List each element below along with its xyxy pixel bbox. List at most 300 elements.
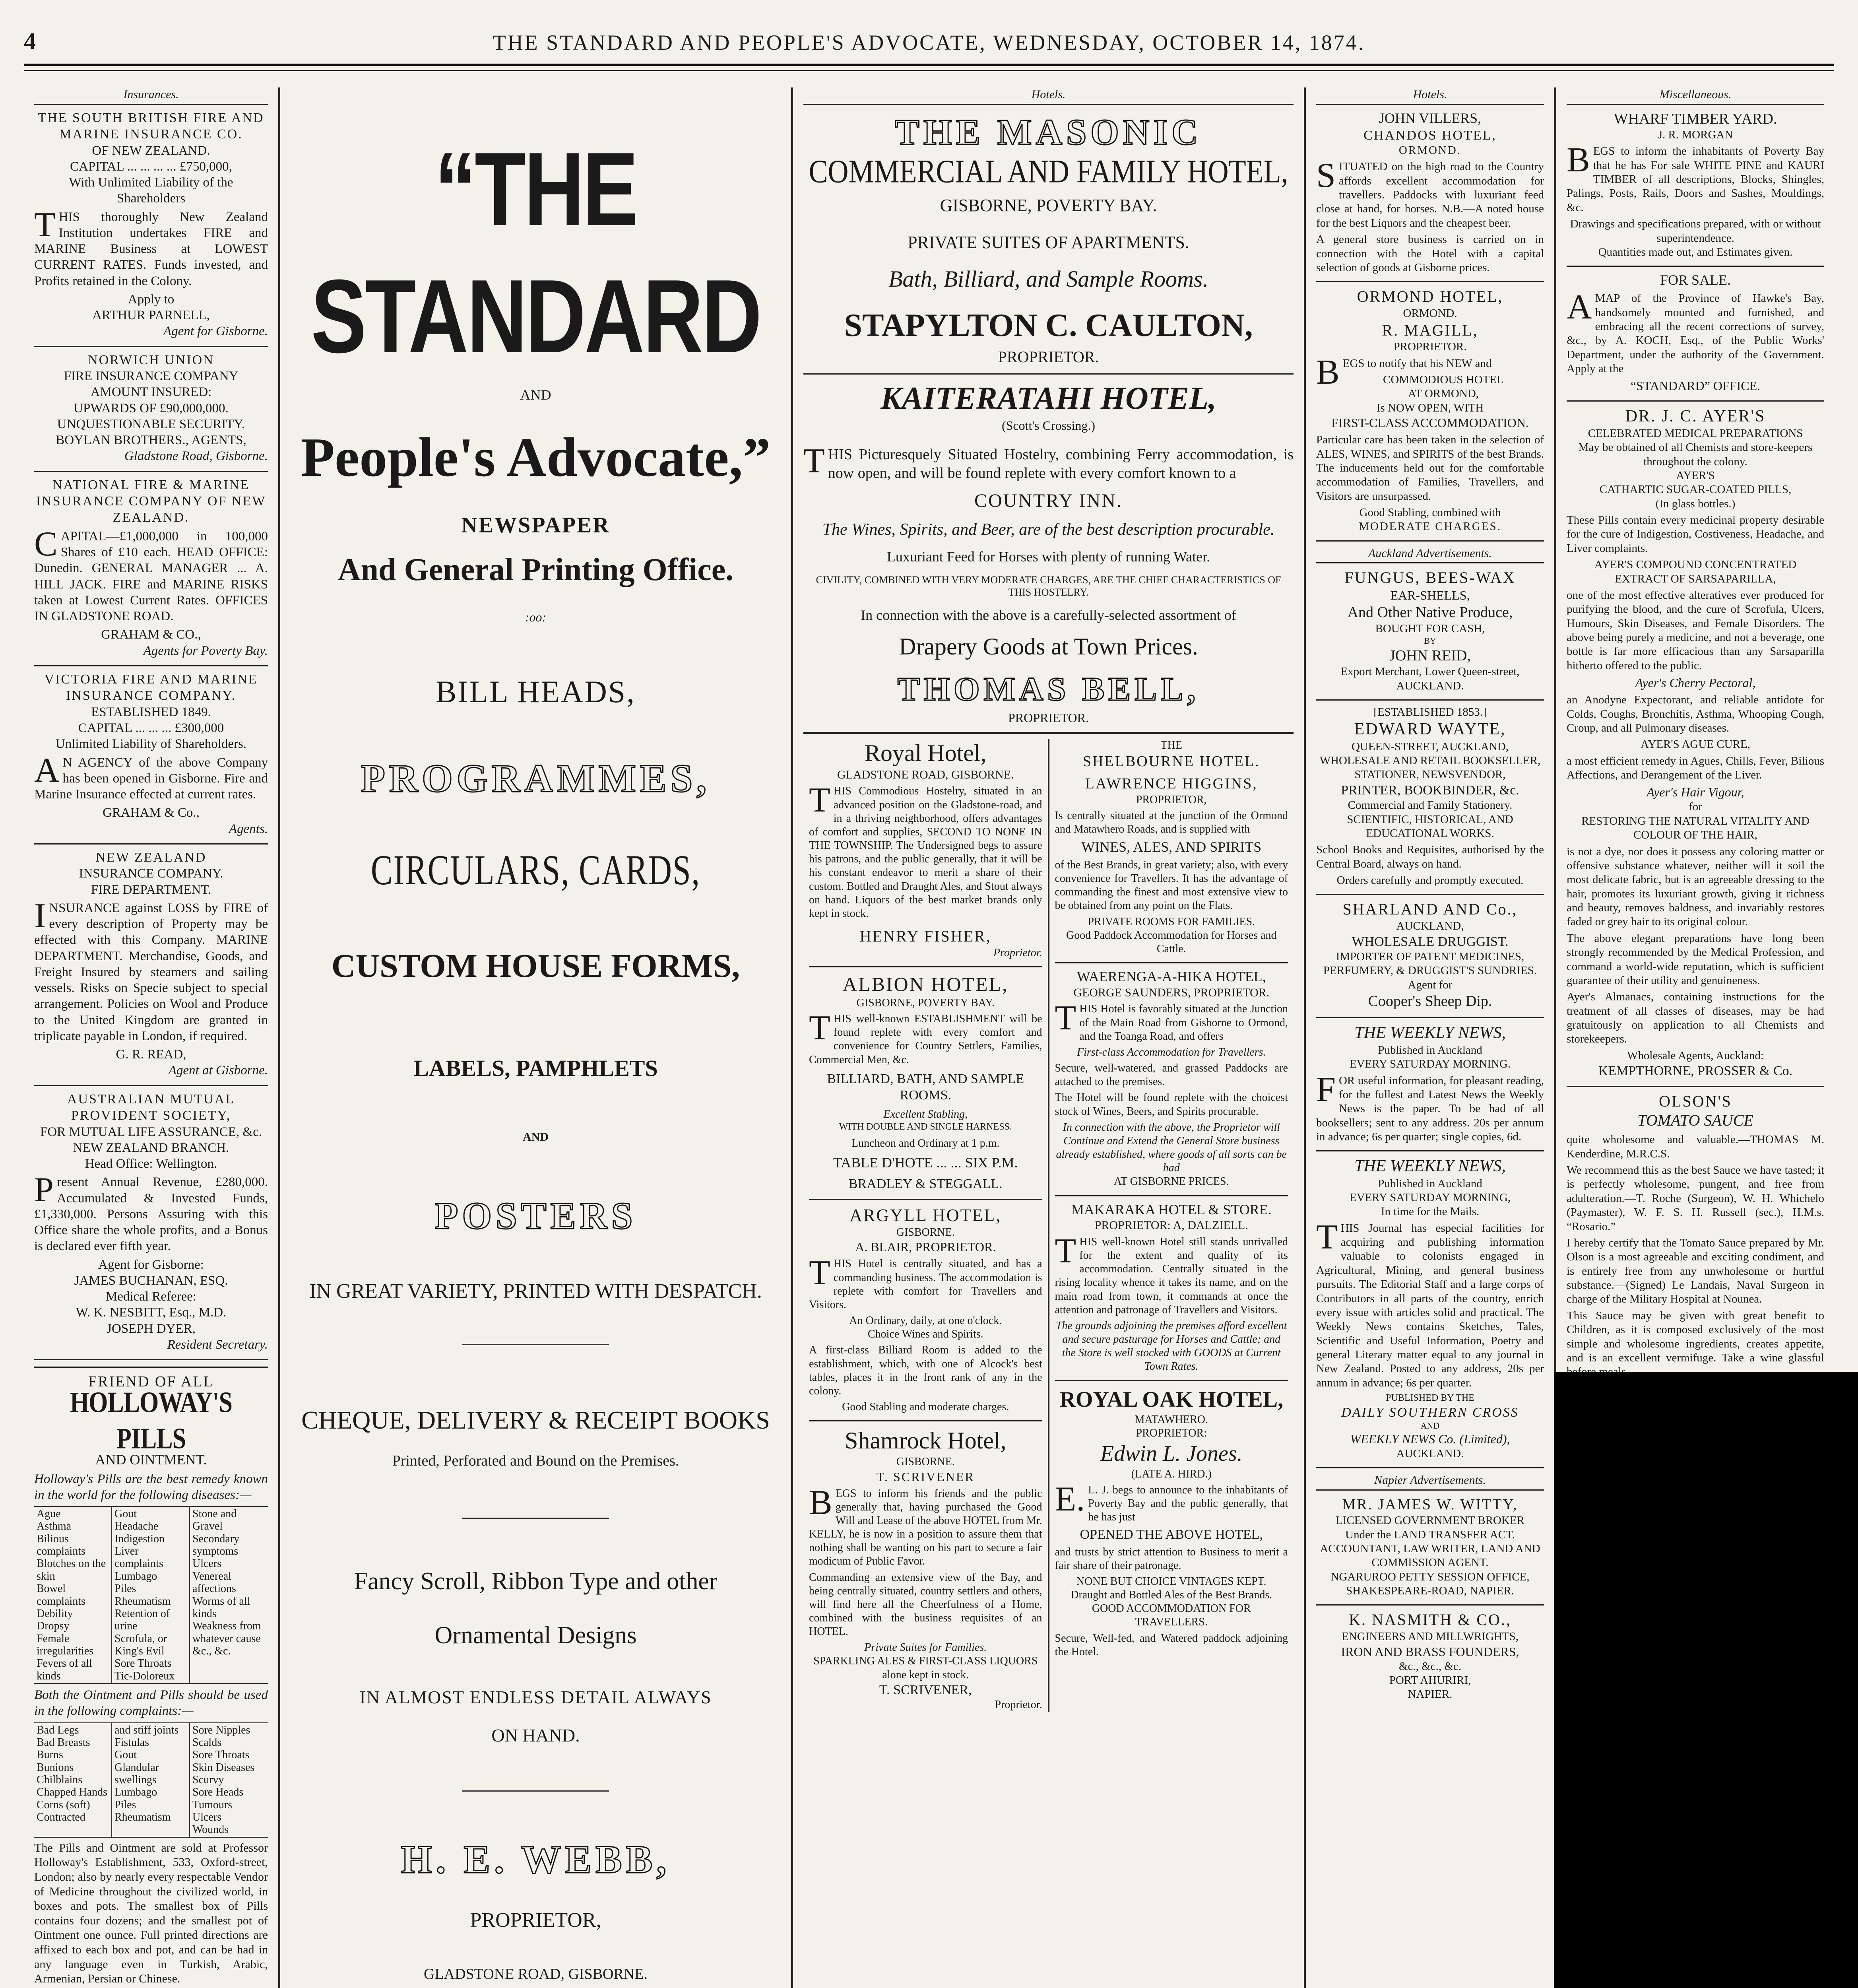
column-hotels	[793, 87, 1304, 1988]
shamrock-body: BEGS to inform his friends and the public generally that, having purchased the Good Will and Lease of the above HOTEL from Mr. KELLY, he is now in a position to assure them that nothing shall be wanting on his part to secure a fair modicum of Public Favor.	[809, 1483, 1042, 1568]
waerenga-stock: The Hotel will be found replete with the choicest stock of Wines, Beers, and Spirits procurable.	[1055, 1091, 1288, 1118]
thomas-bell: THOMAS BELL,	[897, 671, 1200, 708]
ormond-notify: BEGS to notify that his NEW and	[1316, 353, 1492, 392]
ayer-ayers: AYER'S	[1676, 469, 1715, 482]
ayer-kempthorne: KEMPTHORNE, PROSSER & Co.	[1598, 1064, 1793, 1079]
albion-signature: BRADLEY & STEGGALL.	[848, 1176, 1003, 1192]
albion-table: TABLE D'HOTE ... ... SIX P.M.	[833, 1155, 1018, 1171]
magill-name: R. MAGILL,	[1382, 321, 1478, 339]
variety-line: IN GREAT VARIETY, PRINTED WITH DESPATCH.	[309, 1280, 762, 1303]
wayte-address: QUEEN-STREET, AUCKLAND,	[1352, 740, 1509, 753]
insurance-signature-line: Agents.	[229, 821, 268, 836]
shelbourne-name: LAWRENCE HIGGINS,	[1085, 775, 1258, 792]
custom-house-line: CUSTOM HOUSE FORMS,	[331, 947, 740, 985]
perforated-line: Printed, Perforated and Bound on the Premises.	[392, 1452, 679, 1469]
list-item: Scalds	[192, 1736, 222, 1749]
insurance-heading-line: With Unlimited Liability of the Shareholders	[69, 175, 233, 206]
witty-title: MR. JAMES W. WITTY,	[1342, 1496, 1518, 1513]
printing-office-line: And General Printing Office.	[337, 552, 734, 588]
divider	[803, 104, 1294, 105]
insurance-heading-line: VICTORIA FIRE AND MARINE INSURANCE COMPANY.	[44, 672, 258, 703]
insurance-signature-line: Apply to	[128, 292, 175, 307]
divider	[809, 966, 1042, 967]
makaraka-proprietor: PROPRIETOR: A, DALZIELL.	[1094, 1219, 1248, 1232]
ayer-sarsaparilla-body: one of the most effective alteratives ever produced for purifying the blood, and the cure of Scrofula, Ulcers, Humours, Skin Diseases, and Female Disorders. The above being purely a medicine, and not a beverage, one bottle is far more efficacious than any Sarsaparilla hitherto offered to the public.	[1567, 588, 1824, 672]
divider	[1567, 266, 1824, 267]
ayer-bottles: (In glass bottles.)	[1655, 497, 1736, 510]
thomas-bell-proprietor: PROPRIETOR.	[1008, 710, 1089, 725]
divider	[34, 843, 268, 845]
ornamental-line: Ornamental Designs	[434, 1621, 637, 1649]
fancy-scroll-line: Fancy Scroll, Ribbon Type and other	[354, 1568, 718, 1595]
list-item: Ulcers	[192, 1811, 222, 1824]
disease-col-1	[34, 1507, 112, 1683]
holloway-footer: The Pills and Ointment are sold at Professor Holloway's Establishment, 533, Oxford-street, London; also by nearly every respectable Vendor of Medicine throughout the civilized world, in boxes and pots. The smallest box of Pills contains four dozens; and the smallest pot of Ointment one ounce. Full printed directions are affixed to each box and pot, and can be had in any language even in Turkish, Arabic, Armenian, Persian or Chinese.	[34, 1841, 268, 1986]
holloway-title: HOLLOWAY'S PILLS	[70, 1386, 233, 1455]
standard-title: “THE STANDARD	[311, 130, 760, 375]
waerenga-title: WAERENGA-A-HIKA HOTEL,	[1076, 968, 1266, 984]
divider	[34, 1085, 268, 1086]
list-item: Tumours	[192, 1798, 233, 1811]
ayer-restoring: RESTORING THE NATURAL VITALITY AND COLOUR OF THE HAIR,	[1581, 814, 1810, 842]
divider	[809, 1420, 1042, 1421]
insurance-heading-line: UPWARDS OF £90,000,000.	[74, 401, 229, 415]
ayer-almanacs: Ayer's Almanacs, containing instructions for the treatment of all classes of diseases, may be had gratuitously on application to all Chemists and storekeepers.	[1567, 990, 1824, 1046]
royal-oak-trust: and trusts by strict attention to Business to merit a fair share of their patronage.	[1055, 1545, 1288, 1572]
ormond-open: Is NOW OPEN, WITH	[1376, 401, 1484, 414]
proprietor-line: PROPRIETOR,	[470, 1909, 601, 1932]
insurance-ad	[34, 477, 268, 666]
insurance-heading-line: NEW ZEALAND	[95, 850, 207, 865]
insurance-heading-line: Head Office: Wellington.	[85, 1157, 217, 1171]
kaiteratahi-title: KAITERATAHI HOTEL,	[881, 381, 1216, 416]
list-item: Corns (soft)	[37, 1798, 90, 1811]
shelbourne-title: SHELBOURNE HOTEL.	[1082, 753, 1260, 770]
makaraka-body: THIS well-known Hotel still stands unrivalled for the extent and quality of its accommodation. Centrally situated in the rising locality whence it takes its name, and on the main road from town, it commands at once the attention and patronage of Travellers and Visitors.	[1055, 1232, 1288, 1316]
reid-by: BY	[1424, 636, 1436, 646]
masthead	[24, 28, 1834, 60]
villers-name: JOHN VILLERS,	[1379, 110, 1482, 126]
chandos-body: SITUATED on the high road to the Country affords excellent accommodation for travellers. Paddocks with luxuriant feed close at hand, for horses. N.B.—A noted house for the best Liquors and the cheapest beer.	[1316, 156, 1544, 229]
insurance-heading-line: UNQUESTIONABLE SECURITY.	[57, 417, 245, 431]
list-item: and stiff joints	[114, 1724, 179, 1736]
list-item: Bad Legs	[37, 1724, 79, 1736]
list-item: Retention of urine	[114, 1607, 170, 1633]
sharland-agent: Agent for	[1408, 978, 1453, 991]
shelbourne-the: THE	[1160, 739, 1182, 751]
shamrock-view: Commanding an extensive view of the Bay, and being centrally situated, country settlers and others, will find here all the Cheerfulness of a Home, combined with the business requisites of an HOTEL.	[809, 1571, 1042, 1638]
insurance-signature-line: GRAHAM & Co.,	[103, 806, 200, 820]
insurance-ad	[34, 849, 268, 1086]
list-item: Worms of all kinds	[192, 1595, 250, 1620]
drapery-goods: Drapery Goods at Town Prices.	[899, 633, 1198, 660]
list-item: Bunions	[37, 1761, 74, 1774]
royal-hotel-title: Royal Hotel,	[864, 740, 987, 766]
daily-southern-cross: DAILY SOUTHERN CROSS	[1341, 1405, 1519, 1420]
complaint-col-1	[34, 1723, 112, 1837]
divider	[1316, 540, 1544, 542]
address-line: GLADSTONE ROAD, GISBORNE.	[424, 1965, 648, 1982]
disease-col-2	[112, 1507, 190, 1683]
divider	[1567, 104, 1824, 105]
list-item: Burns	[37, 1749, 63, 1761]
insurance-heading-line: FIRE INSURANCE COMPANY	[64, 369, 239, 383]
weekly-news-journal: THIS Journal has especial facilities for acquiring and publishing information valuable to colonists engaged in Agricultural, Mining, and general business pursuits. The Editorial Staff and a large corps of Contributors in all parts of the country, enrich every issue with articles solid and practical. The Weekly News contains Sketches, Tales, Scientific and Useful Information, Poetry and general Literary matter equal to any journal in New Zealand. Posted to any address, 20s per annum in advance; 6s per quarter.	[1316, 1217, 1544, 1389]
list-item: Lumbago	[114, 1786, 157, 1799]
royal-oak-proprietor-label: PROPRIETOR:	[1136, 1427, 1207, 1440]
divider	[1316, 104, 1544, 105]
list-item: Glandular swellings	[114, 1761, 159, 1786]
divider	[34, 104, 268, 105]
list-item: Indigestion	[114, 1532, 165, 1545]
masthead-title: THE STANDARD AND PEOPLE'S ADVOCATE, WEDNESDAY, OCTOBER 14, 1874.	[493, 31, 1365, 54]
divider	[1316, 894, 1544, 895]
weekly-news-company: WEEKLY NEWS Co. (Limited),	[1350, 1431, 1510, 1446]
insurance-signature-line: Resident Secretary.	[167, 1337, 268, 1352]
weekly-news-auckland: AUCKLAND.	[1396, 1447, 1464, 1460]
ormond-care: Particular care has been taken in the selection of ALES, WINES, and SPIRITS of the best Brands. The inducements held out for the comfortable accommodation of Families, Travellers, and Visitors are unsurpassed.	[1316, 433, 1544, 503]
insurance-body: THIS thoroughly New Zealand Institution undertakes FIRE and MARINE Business at LOWEST CURRENT RATES. Funds invested, and Profits retained in the Colony.	[34, 205, 268, 288]
olson-title: OLSON'S	[1659, 1092, 1732, 1110]
witty-accountant: ACCOUNTANT, LAW WRITER, LAND AND COMMISSION AGENT.	[1320, 1542, 1540, 1569]
divider	[1316, 1150, 1544, 1151]
list-item: Liver complaints	[114, 1545, 163, 1570]
list-item: Ulcers	[192, 1557, 222, 1570]
list-item: Gout	[114, 1508, 137, 1520]
list-item: Headache	[114, 1520, 159, 1533]
complaint-list	[34, 1722, 268, 1838]
list-item: Dropsy	[37, 1620, 70, 1633]
nasmith-engineers: ENGINEERS AND MILLWRIGHTS,	[1342, 1630, 1519, 1643]
ayer-pills-body: These Pills contain every medicinal property desirable for the cure of Indigestion, Costiveness, Headache, and Liver complaints.	[1567, 514, 1824, 555]
masonic-proprietor: PROPRIETOR.	[998, 348, 1099, 366]
ormond-hotel-title: ORMOND HOTEL,	[1357, 287, 1503, 306]
ormond-at: AT ORMOND,	[1408, 387, 1479, 400]
section-heading: Hotels.	[1413, 88, 1447, 101]
ormond-location: ORMOND.	[1403, 307, 1457, 320]
list-item: Bowel complaints	[37, 1582, 85, 1607]
list-item: Stone and Gravel	[192, 1508, 237, 1533]
divider	[1316, 1489, 1544, 1491]
insurance-signature-line: G. R. READ,	[116, 1047, 186, 1062]
complaint-col-3	[190, 1723, 268, 1837]
royal-oak-vintages: NONE BUT CHOICE VINTAGES KEPT.	[1076, 1575, 1266, 1588]
cheque-line: CHEQUE, DELIVERY & RECEIPT BOOKS	[301, 1406, 770, 1434]
weekly-news-published-2: Published in Auckland	[1378, 1177, 1482, 1190]
waerenga-proprietor: GEORGE SAUNDERS, PROPRIETOR.	[1073, 986, 1270, 999]
labels-and: AND	[523, 1130, 549, 1144]
list-item: &c., &c.	[192, 1644, 231, 1657]
insurance-signature-line: Agent for Gisborne:	[98, 1257, 204, 1272]
insurance-signature-line: Gladstone Road, Gisborne.	[124, 449, 268, 464]
sharland-title: SHARLAND AND Co.,	[1342, 900, 1518, 918]
column-standard-ad	[280, 87, 791, 1988]
shamrock-hotel-title: Shamrock Hotel,	[844, 1427, 1007, 1454]
reid-shells: EAR-SHELLS,	[1390, 588, 1470, 603]
on-hand-line: ON HAND.	[491, 1725, 580, 1746]
insurance-signature-line: BOYLAN BROTHERS., AGENTS,	[56, 433, 246, 447]
insurance-signature-line: JAMES BUCHANAN, ESQ.	[74, 1273, 228, 1288]
nasmith-title: K. NASMITH & CO.,	[1349, 1611, 1511, 1629]
list-item: Chapped Hands	[37, 1786, 108, 1799]
divider	[1055, 1380, 1288, 1381]
witty-broker: LICENSED GOVERNMENT BROKER	[1336, 1514, 1524, 1527]
section-heading-napier: Napier Advertisements.	[1374, 1474, 1486, 1487]
ormond-commodious: COMMODIOUS HOTEL	[1383, 373, 1504, 386]
weekly-news-saturday-2: EVERY SATURDAY MORNING,	[1349, 1191, 1511, 1204]
albion-hotel-title: ALBION HOTEL,	[842, 973, 1009, 995]
list-item: Gout	[114, 1749, 137, 1761]
wayte-trade: WHOLESALE AND RETAIL BOOKSELLER, STATIONER, NEWSVENDOR,	[1319, 754, 1541, 781]
list-item: Tic-Doloreux	[114, 1670, 175, 1682]
list-item: Rheumatism	[114, 1811, 171, 1824]
insurance-heading-line: AMOUNT INSURED:	[90, 385, 212, 400]
masonic-location: GISBORNE, POVERTY BAY.	[940, 195, 1157, 215]
royal-oak-title: ROYAL OAK HOTEL,	[1059, 1387, 1284, 1412]
royal-oak-body: E.L. J. begs to announce to the inhabitants of Poverty Bay and the public generally, that he has just	[1055, 1479, 1288, 1523]
redaction-block	[1554, 1372, 1858, 1988]
divider	[803, 732, 1294, 734]
holloway-sub: AND OINTMENT.	[95, 1451, 207, 1468]
masonic-suites: PRIVATE SUITES OF APARTMENTS.	[908, 233, 1189, 252]
holloway-intro: Holloway's Pills are the best remedy known in the world for the following diseases:—	[34, 1472, 268, 1502]
albion-harness: WITH DOUBLE AND SINGLE HARNESS.	[839, 1121, 1012, 1132]
kaiteratahi-body: THIS Picturesquely Situated Hostelry, combining Ferry accommodation, is now open, and will be found replete with every comfort known to a	[803, 442, 1294, 481]
insurance-signature-line: Agents for Poverty Bay.	[143, 643, 268, 658]
divider	[34, 1367, 268, 1368]
webb-name: H. E. WEBB,	[401, 1837, 671, 1882]
weekly-news-title-2: THE WEEKLY NEWS,	[1354, 1157, 1506, 1176]
sharland-sheep-dip: Cooper's Sheep Dip.	[1368, 993, 1492, 1010]
list-item: Piles	[114, 1798, 136, 1811]
shamrock-suites: Private Suites for Families.	[864, 1641, 987, 1654]
insurance-signature-line: Agent at Gisborne.	[168, 1063, 268, 1078]
section-heading: Insurances.	[123, 88, 179, 101]
divider	[1316, 281, 1544, 282]
shamrock-proprietor-name: T. SCRIVENER	[876, 1469, 975, 1484]
nasmith-port: PORT AHURIRI,	[1389, 1673, 1471, 1687]
divider	[1316, 1604, 1544, 1606]
insurance-body: CAPITAL—£1,000,000 in 100,000 Shares of £10 each. HEAD OFFICE: Dunedin. GENERAL MANAGER ... A. HILL JACK. FIRE and MARINE RISKS taken at Lowest Current Rates. OFFICES IN GLADSTONE ROAD.	[34, 524, 268, 624]
royal-oak-accommodation: GOOD ACCOMMODATION FOR TRAVELLERS.	[1092, 1602, 1251, 1629]
albion-rooms: BILLIARD, BATH, AND SAMPLE ROOMS.	[827, 1071, 1024, 1103]
chandos-hotel: CHANDOS HOTEL,	[1363, 128, 1497, 143]
insurance-heading-line: INSURANCE COMPANY.	[79, 866, 223, 881]
ayer-pills: CATHARTIC SUGAR-COATED PILLS,	[1599, 483, 1792, 496]
weekly-news-title: THE WEEKLY NEWS,	[1354, 1023, 1506, 1042]
shamrock-proprietor: Proprietor.	[995, 1699, 1042, 1711]
argyll-body: THIS Hotel is centrally situated, and has a commanding business. The accommodation is replete with comfort for Travellers and Visitors.	[809, 1254, 1042, 1311]
wharf-body: BEGS to inform the inhabitants of Poverty Bay that he has For sale WHITE PINE and KAURI TIMBER of all descriptions, Blocks, Shingles, Palings, Posts, Rails, Doors and Sashes, Mouldings, &c.	[1567, 141, 1824, 214]
ayer-for: for	[1689, 800, 1702, 813]
shelbourne-rooms: PRIVATE ROOMS FOR FAMILIES.	[1088, 915, 1255, 928]
list-item: Asthma	[37, 1520, 72, 1533]
chandos-store: A general store business is carried on in connection with the Hotel with a capital selection of goods at Gisborne prices.	[1316, 233, 1544, 274]
ornament: :oo:	[525, 610, 547, 624]
shelbourne-body: Is centrally situated at the junction of the Ormond and Matawhero Roads, and is supplied with	[1055, 809, 1288, 835]
insurance-heading-line: NATIONAL FIRE & MARINE INSURANCE COMPANY OF NEW ZEALAND.	[36, 477, 266, 525]
list-item: Contracted	[37, 1811, 85, 1824]
insurance-signature-line: JOSEPH DYER,	[107, 1321, 196, 1336]
insurance-heading-line: OF NEW ZEALAND.	[92, 143, 210, 158]
insurance-body: AN AGENCY of the above Company has been opened in Gisborne. Fire and Marine Insurance effected at current rates.	[34, 751, 268, 802]
divider	[34, 665, 268, 666]
newspaper-line: NEWSPAPER	[461, 513, 610, 538]
divider	[803, 373, 1294, 375]
insurance-body: INSURANCE against LOSS by FIRE of every description of Property may be effected with this Company. MARINE DEPARTMENT. Merchandise, Goods, and Freight Insured by steamers and sailing vessels. Risks on Specie subject to special arrangement. Policies on Wool and Produce to the United Kingdom are granted in triplicate payable in London, if required.	[34, 896, 268, 1043]
waerenga-accommodation: First-class Accommodation for Travellers.	[1077, 1046, 1266, 1058]
nasmith-founders: IRON AND BRASS FOUNDERS,	[1341, 1644, 1519, 1659]
masthead-rule-thin	[24, 70, 1834, 71]
argyll-proprietor: A. BLAIR, PROPRIETOR.	[855, 1240, 996, 1254]
divider	[34, 346, 268, 347]
sharland-importer: IMPORTER OF PATENT MEDICINES, PERFUMERY, & DRUGGIST'S SUNDRIES.	[1323, 950, 1537, 977]
argyll-ordinary: An Ordinary, daily, at one o'clock.	[849, 1314, 1002, 1327]
weekly-news-published-by: PUBLISHED BY THE	[1386, 1393, 1474, 1404]
nasmith-etc: &c., &c., &c.	[1398, 1660, 1462, 1673]
argyll-billiard: A first-class Billiard Room is added to the establishment, which, with one of Alcock's best tables, places it in the front rank of any in the colony.	[809, 1344, 1042, 1397]
masthead-rule-thick	[24, 64, 1834, 66]
wayte-orders: Orders carefully and promptly executed.	[1336, 874, 1524, 887]
insurance-heading-line: NEW ZEALAND BRANCH.	[73, 1140, 229, 1155]
list-item: Bad Breasts	[37, 1736, 90, 1749]
albion-stabling: Excellent Stabling,	[883, 1108, 968, 1120]
nasmith-napier: NAPIER.	[1408, 1688, 1453, 1701]
holloway-kicker: FRIEND OF ALL	[88, 1373, 214, 1390]
shamrock-ales: SPARKLING ALES & FIRST-CLASS LIQUORS alone kept in stock.	[813, 1655, 1038, 1681]
ayer-wholesale: Wholesale Agents, Auckland:	[1627, 1049, 1764, 1062]
list-item: Sore Nipples	[192, 1724, 250, 1736]
insurance-body: Present Annual Revenue, £280,000. Accumulated & Invested Funds, £1,330,000. Persons Assuring with this Office share the whole profits, and a Bonus is declared ever fifth year.	[34, 1171, 268, 1254]
insurance-ad	[34, 352, 268, 472]
shamrock-address: GISBORNE.	[896, 1456, 955, 1468]
insurance-heading-line: AUSTRALIAN MUTUAL PROVIDENT SOCIETY,	[67, 1091, 235, 1123]
weekly-news-published: Published in Auckland	[1378, 1043, 1482, 1056]
waerenga-body: THIS Hotel is favorably situated at the Junction of the Main Road from Gisborne to Ormond, and the Toanga Road, and offers	[1055, 999, 1288, 1043]
ayer-title: DR. J. C. AYER'S	[1625, 407, 1766, 425]
insurance-signature-line: Medical Referee:	[105, 1289, 197, 1304]
wharf-title: WHARF TIMBER YARD.	[1614, 110, 1777, 127]
kaiteratahi-connection: In connection with the above is a carefully-selected assortment of	[861, 607, 1236, 623]
masonic-hotel-ad	[803, 110, 1294, 367]
hotel-subcolumn-right	[1049, 739, 1294, 1712]
insurance-signature-line: GRAHAM & CO.,	[101, 627, 201, 642]
wharf-name: J. R. MORGAN	[1658, 128, 1733, 141]
holloway-ad	[34, 1373, 268, 1986]
insurance-ad	[34, 110, 268, 347]
insurance-signature-line: Agent for Gisborne.	[163, 324, 268, 339]
ayer-ague: AYER'S AGUE CURE,	[1641, 738, 1750, 751]
ayer-cherry-body: an Anodyne Expectorant, and reliable antidote for Colds, Coughs, Bronchitis, Asthma, Whooping Cough, Croup, and all Pulmonary diseases.	[1567, 693, 1824, 734]
divider	[809, 1199, 1042, 1200]
list-item: Weakness from whatever cause	[192, 1620, 261, 1645]
bill-heads-line: BILL HEADS,	[436, 674, 636, 709]
waerenga-prices: AT GISBORNE PRICES.	[1113, 1175, 1229, 1188]
list-item: Chilblains	[37, 1773, 83, 1786]
section-heading: Hotels.	[1031, 88, 1066, 101]
divider	[1567, 400, 1824, 402]
list-item: Sore Throats	[192, 1749, 250, 1761]
ayer-sarsaparilla: AYER'S COMPOUND CONCENTRATED EXTRACT OF SARSAPARILLA,	[1594, 558, 1797, 585]
list-item: Female irregularities	[37, 1632, 94, 1657]
insurance-heading-line: Unlimited Liability of Shareholders.	[55, 737, 247, 751]
reid-title: FUNGUS, BEES-WAX	[1344, 569, 1516, 587]
endless-line: IN ALMOST ENDLESS DETAIL ALWAYS	[359, 1687, 712, 1708]
list-item: Rheumatism	[114, 1595, 171, 1607]
programmes-line: PROGRAMMES,	[361, 756, 711, 801]
witty-office: NGARUROO PETTY SESSION OFFICE,	[1330, 1570, 1530, 1583]
weekly-news-body: FOR useful information, for pleasant reading, for the fullest and Latest News the Weekly News is the paper. To be had of all booksellers; sent to any address. 20s per annum in advance; 6s per quarter; single copies, 6d.	[1316, 1070, 1544, 1143]
wayte-established: [ESTABLISHED 1853.]	[1373, 705, 1487, 718]
olson-testimonial-1: quite wholesome and valuable.—THOMAS M. Kenderdine, M.R.C.S.	[1567, 1133, 1824, 1160]
masonic-rooms: Bath, Billiard, and Sample Rooms.	[888, 266, 1208, 292]
olson-testimonial-2: We recommend this as the best Sauce we have tasted; it is perfectly wholesome, pungent, and free from adulteration.—T. Roche (Surgeon), W. H. Whichelo (Paymaster), W. F. S. H. Russell (sec.), H.M.s. “Rosario.”	[1567, 1164, 1824, 1233]
hotel-subcolumn-left	[803, 739, 1049, 1712]
divider	[1316, 562, 1544, 563]
divider	[462, 1518, 609, 1519]
posters-line: POSTERS	[434, 1194, 637, 1237]
ayer-obtained: May be obtained of all Chemists and store-keepers throughout the colony.	[1578, 441, 1813, 468]
list-item: Fevers of all kinds	[37, 1657, 92, 1682]
divider	[1316, 1017, 1544, 1018]
circulars-line: CIRCULARS, CARDS,	[370, 846, 701, 894]
list-item: Bilious complaints	[37, 1532, 85, 1558]
kaiteratahi-wines: The Wines, Spirits, and Beer, are of the best description procurable.	[822, 520, 1275, 539]
wayte-books: School Books and Requisites, authorised by the Central Board, always on hand.	[1316, 843, 1544, 870]
complaint-col-2	[112, 1723, 190, 1837]
argyll-hotel-title: ARGYLL HOTEL,	[849, 1205, 1002, 1225]
holloway-intro-2: Both the Ointment and Pills should be used in the following complaints:—	[34, 1688, 268, 1718]
insurance-ad	[34, 1091, 268, 1360]
reid-produce: And Other Native Produce,	[1347, 604, 1513, 621]
royal-oak-proprietor-name: Edwin L. Jones.	[1100, 1441, 1243, 1466]
royal-oak-ales: Draught and Bottled Ales of the Best Brands.	[1071, 1589, 1272, 1602]
page-number: 4	[24, 28, 36, 54]
royal-oak-opened: OPENED THE ABOVE HOTEL,	[1080, 1527, 1263, 1542]
divider	[1316, 699, 1544, 701]
advocate-title: People's Advocate,”	[301, 427, 771, 489]
list-item: Fistulas	[114, 1736, 149, 1749]
ormond-stabling: Good Stabling, combined with	[1359, 506, 1501, 519]
ayer-hair-body: is not a dye, nor does it possess any coloring matter or offensive substance whatever, neither will it soil the most delicate fabric, but is an agreeable dressing to the hair, promotes its luxuriant growth, giving it richness and beauty, removes baldness, and invariably restores faded or grey hair to its original colour.	[1567, 845, 1824, 928]
insurance-heading-line: FOR MUTUAL LIFE ASSURANCE, &c.	[40, 1124, 262, 1139]
royal-oak-location: MATAWHERO.	[1135, 1413, 1208, 1426]
labels-line: LABELS, PAMPHLETS	[413, 1055, 658, 1081]
wayte-printer: PRINTER, BOOKBINDER, &c.	[1341, 782, 1519, 798]
waerenga-store: In connection with the above, the Proprietor will Continue and Extend the General Store business already established, where goods of all sorts can be had	[1056, 1121, 1287, 1175]
witty-act: Under the LAND TRANSFER ACT.	[1345, 1528, 1515, 1541]
divider	[1055, 1195, 1288, 1196]
insurance-heading-line: CAPITAL ... ... ... ... £750,000,	[70, 159, 232, 174]
disease-list	[34, 1506, 268, 1684]
insurance-heading-line: FIRE DEPARTMENT.	[91, 882, 211, 897]
list-item: Scrofula, or King's Evil	[114, 1632, 167, 1657]
ayer-hair: Ayer's Hair Vigour,	[1647, 785, 1744, 800]
ayer-preparations: CELEBRATED MEDICAL PREPARATIONS	[1588, 427, 1803, 440]
shelbourne-paddock: Good Paddock Accommodation for Horses and Cattle.	[1066, 929, 1277, 955]
shamrock-signature: T. SCRIVENER,	[879, 1682, 972, 1697]
section-heading: Miscellaneous.	[1659, 88, 1732, 101]
divider	[462, 1344, 609, 1345]
divider	[34, 1359, 268, 1360]
insurance-heading-line: THE SOUTH BRITISH FIRE AND MARINE INSURANCE CO.	[38, 110, 264, 142]
makaraka-grounds: The grounds adjoining the premises afford excellent and secure pasturage for Horses and Cattle; and the Store is well stocked with GOODS at Current Town Rates.	[1055, 1319, 1287, 1373]
weekly-news-and: AND	[1420, 1420, 1440, 1431]
list-item: Wounds	[192, 1823, 229, 1836]
divider	[1567, 1086, 1824, 1087]
divider	[1055, 962, 1288, 963]
column-insurances	[24, 87, 278, 1988]
